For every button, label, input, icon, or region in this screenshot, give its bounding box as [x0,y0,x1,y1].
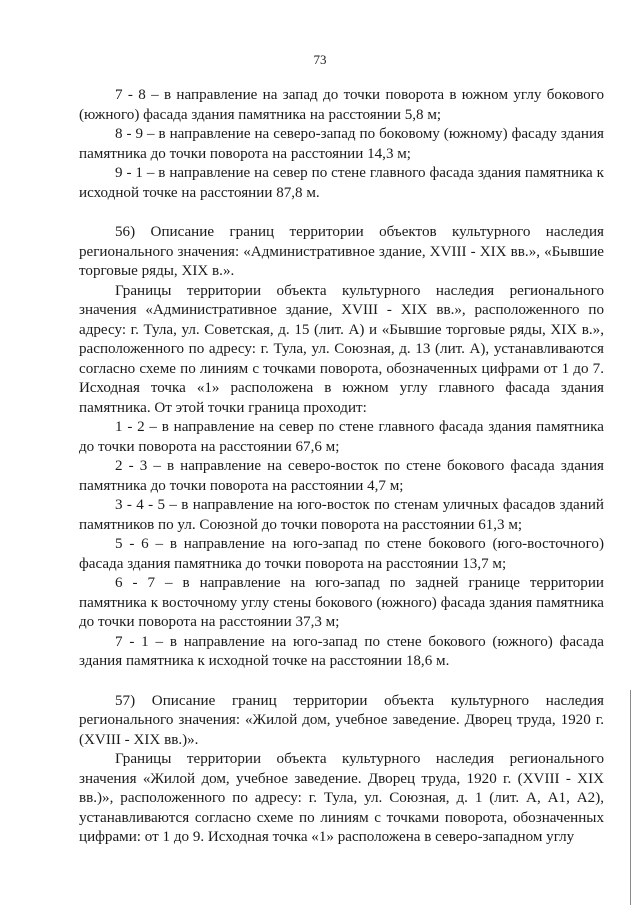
paragraph: Границы территории объекта культурного наследия регионального значения «Жилой дом, учебное заведение. Дворец труда, 1920 г. (XVIII - XIX вв.)», расположенного по адресу: г. Тула, ул. Союзная, д. 1 (лит. А, А1, А2), устанавливаются согласно схеме по линиям с точками поворота, обозначенных цифрами: от 1 до 9. Исходная точка «1» расположена в северо-западном углу [79,751,604,845]
paragraph: 8 - 9 – в направление на северо-запад по боковому (южному) фасаду здания памятника до точки поворота на расстоянии 14,3 м; [79,126,604,162]
paragraph: 3 - 4 - 5 – в направление на юго-восток по стенам уличных фасадов зданий памятников по ул. Союзной до точки поворота на расстоянии 61,3 м; [79,497,604,533]
paragraph: 7 - 1 – в направление на юго-запад по стене бокового (южного) фасада здания памятника к исходной точке на расстоянии 18,6 м. [79,633,604,669]
paragraph: 5 - 6 – в направление на юго-запад по стене бокового (юго-восточного) фасада здания памятника до точки поворота на расстоянии 13,7 м; [79,536,604,572]
document-body [79,86,604,848]
scan-edge-line [630,690,631,905]
section-heading-56: 56) Описание границ территории объектов культурного наследия регионального значения: «Административное здание, XVIII - XIX вв.», «Бывшие торговые ряды, XIX в.». [79,224,604,279]
paragraph: 2 - 3 – в направление на северо-восток по стене бокового фасада здания памятника до точки поворота на расстоянии 4,7 м; [79,458,604,494]
paragraph: 1 - 2 – в направление на север по стене главного фасада здания памятника до точки поворота на расстоянии 67,6 м; [79,419,604,455]
page-number: 73 [313,52,327,67]
paragraph: 9 - 1 – в направление на север по стене главного фасада здания памятника к исходной точке на расстоянии 87,8 м. [79,165,604,201]
paragraph: 6 - 7 – в направление на юго-запад по задней границе территории памятника к восточному углу стены бокового (южного) фасада здания памятника до точки поворота на расстоянии 37,3 м; [79,575,604,630]
paragraph: 7 - 8 – в направление на запад до точки поворота в южном углу бокового (южного) фасада здания памятника на расстоянии 5,8 м; [79,87,604,123]
paragraph: Границы территории объекта культурного наследия регионального значения «Административное здание, XVIII - XIX вв.», расположенного по адресу: г. Тула, ул. Советская, д. 15 (лит. А) и «Бывшие торговые ряды, XIX в.», расположенного по адресу: г. Тула, ул. Союзная, д. 13 (лит. А), устанавливаются согласно схеме по линиям с точками поворота, обозначенных цифрами от 1 до 7. Исходная точка «1» расположена в южном углу главного фасада здания памятника. От этой точки граница проходит: [79,282,604,416]
section-heading-57: 57) Описание границ территории объекта культурного наследия регионального значения: «Жилой дом, учебное заведение. Дворец труда, 1920 г. (XVIII - XIX вв.)». [79,692,604,748]
